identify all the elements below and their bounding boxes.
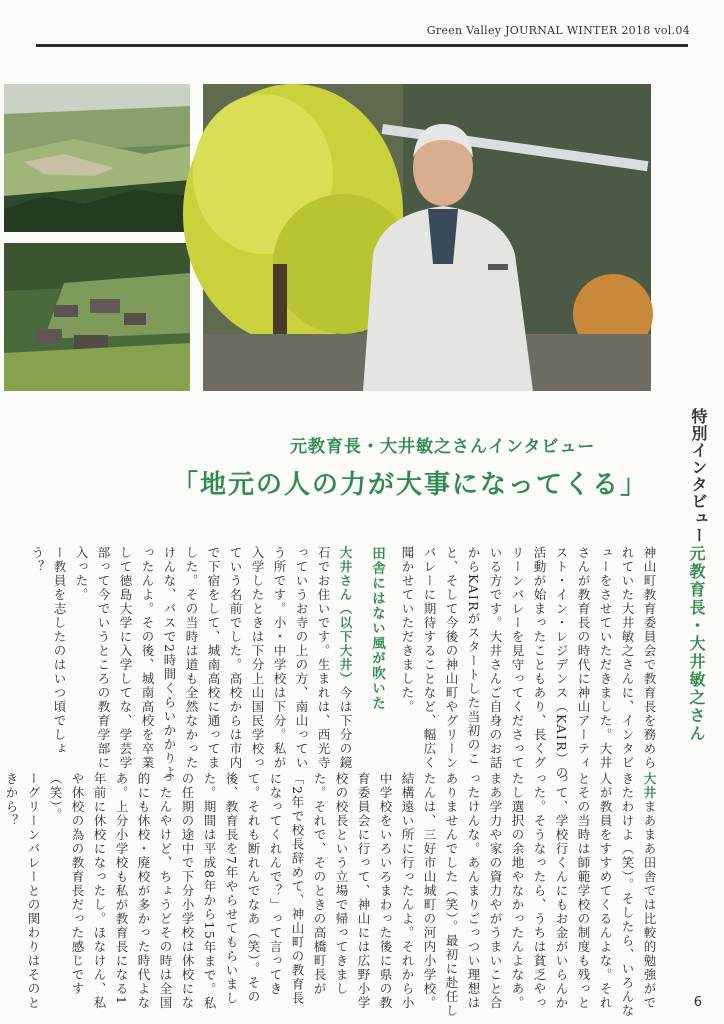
answer-paragraph xyxy=(44,772,660,1018)
aerial-valley-village-photo xyxy=(4,84,190,232)
article-body-lower xyxy=(4,772,660,1018)
section-heading: 田舎にはない風が吹いた xyxy=(369,546,385,711)
interview-subtitle: 元教育長・大井敏之さんインタビュー xyxy=(290,437,596,457)
vertical-green-title: 元教育長・大井敏之さん xyxy=(687,545,706,743)
article-body-upper xyxy=(30,546,660,782)
page-title: 「地元の人の力が大事になってくる」 xyxy=(172,470,649,500)
answer-paragraph xyxy=(70,546,356,782)
question-paragraph: ーグリーンバレーとの関わりはそのときから？ xyxy=(4,772,41,1010)
journal-header: Green Valley JOURNAL WINTER 2018 vol.04 xyxy=(426,24,690,37)
speaker-label: 大井 xyxy=(642,772,657,800)
answer-text: まあまあ田舎では比較的勉強ができたわけよ（笑）。そしたら、いろんな人が教員をすすめてくるんよな。それとその当時は師範学校の制度も残っとって、学校行くんにもお金がいらんかった。そうなったら、うちは貧乏やったし選択の余地やなかったんよなあ。まあ学力や家の資力やがうまいこと合ったけんな。あんまりごっつい理想はありませんでした（笑）。最初に赴任したんは、三好市山城町の河内小学校。結構遠い所に行ったんよ。それから小中学校をいろいろまわった後に県の教育委員会に行って、神山には広野小学校の校長という立場で帰ってきました。それで、そのときの高橋町長が「2年で校長辞めて、神山町の教育長になってくれんで？」って言ってきて。それも断れんでなあ（笑）。その後、教育長を7年やらせてもらいました。期間は平成8年から15年まで。私の任期の途中で下分小学校は休校になったんやけど、ちょうどその時は全国的にも休校・廃校が多かった時代よなあ。上分小学校も私が教育長になる1年前に休校になったし。ほなけん、私や休校の為の教育長だった感じです（笑）。 xyxy=(48,772,657,1018)
page-number: 6 xyxy=(693,995,702,1010)
section-tag: 特別インタビュー xyxy=(689,408,708,544)
mountain-hillside-village-photo xyxy=(4,243,190,391)
question-paragraph: ー教員を志したのはいつ頃でしょう？ xyxy=(30,546,67,756)
intro-paragraph: 神山町教育委員会で教育長を務められていた大井敏之さんに、インタビューをさせていただきました。大井さんが教育長の時代に神山アーティスト・イン・レジデンス（KAIR）の活動が始まったこともあり、長くグリーンバレーを見守ってくださっている方です。大井さんご自身のお話からKAIRがスタートした当初のこと、そして今後の神山町やグリーンバレーに期待することなど、幅広く聞かせていただきました。 xyxy=(400,546,657,781)
portrait-man-in-jacket-photo xyxy=(203,84,651,391)
header-rule xyxy=(36,44,688,47)
speaker-label: 大井さん（以下大井） xyxy=(338,546,353,686)
answer-text: 今は下分の鏡石でお住いです。生まれは、西光寺っていうお寺の上の方、南山っていう所です。小・中学校は下分。私が入学したときは下分上山国民学校っていう名前でした。高校からは市内で下宿をして、城南高校に通ってました。その当時は道も全然なかったけんな、バスで2時間くらいかかりよったんよ。その後、城南高校を卒業して徳島大学に入学してな、学芸学部って今でいうところの教育学部に入った。 xyxy=(74,546,353,780)
